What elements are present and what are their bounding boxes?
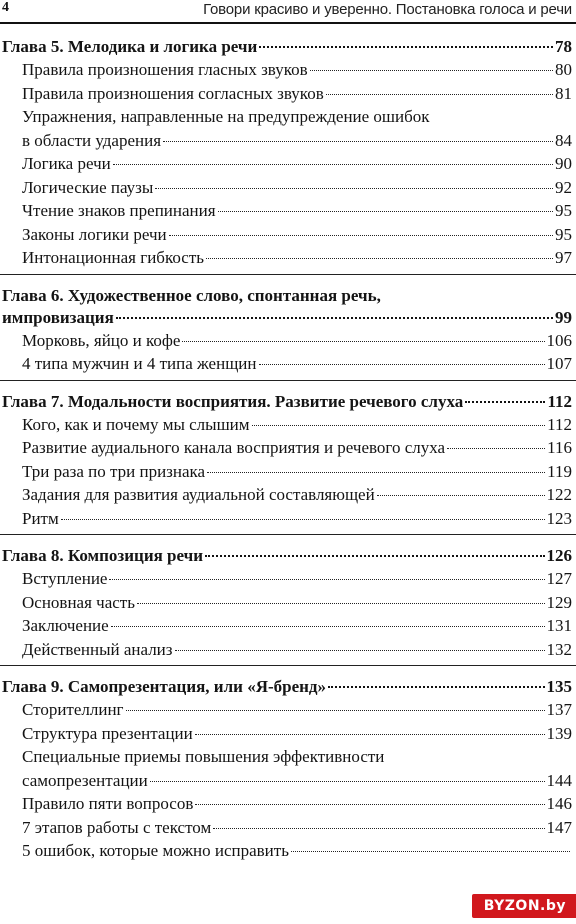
- toc-entry: [0, 246, 576, 270]
- toc-entry: [0, 223, 576, 247]
- entry-row: [22, 816, 572, 840]
- toc-entry: [0, 614, 576, 638]
- entry-title: Морковь, яйцо и кофе: [22, 330, 181, 350]
- dot-leader: [113, 164, 553, 165]
- chapter-heading: [0, 36, 576, 58]
- dot-leader: [111, 626, 545, 627]
- toc-entry: [0, 152, 576, 176]
- entry-page-number: 139: [546, 723, 572, 743]
- chapter-block: [0, 380, 576, 535]
- toc-entry: [0, 816, 576, 840]
- entry-title: Правила произношения согласных звуков: [22, 83, 324, 103]
- chapter-page-number: 135: [546, 677, 572, 696]
- entry-title: Вступление: [22, 569, 108, 588]
- chapter-title-row: [2, 676, 572, 698]
- dot-leader: [109, 579, 544, 580]
- dot-leader: [291, 851, 570, 852]
- entry-row: [22, 199, 572, 223]
- entry-page-number: 131: [546, 616, 572, 635]
- dot-leader: [126, 710, 545, 711]
- dot-leader: [213, 828, 544, 829]
- entry-title-line1: Специальные приемы повышения эффективности: [22, 747, 385, 766]
- entry-row: [22, 567, 572, 591]
- entry-title: Три раза по три признака: [22, 461, 206, 481]
- entry-title: Интонационная гибкость: [22, 248, 204, 267]
- dot-leader: [205, 555, 544, 557]
- dot-leader: [116, 317, 553, 319]
- toc-entry: [0, 483, 576, 507]
- entry-title: Сторителлинг: [22, 700, 124, 719]
- entry-page-number: 127: [546, 569, 572, 588]
- dot-leader: [206, 258, 553, 259]
- chapter-title: Глава 8. Композиция речи: [2, 546, 204, 565]
- toc-entry: [0, 638, 576, 662]
- entry-title: Действенный анализ: [22, 639, 173, 659]
- entry-title: Правило пяти вопросов: [22, 794, 194, 813]
- dot-leader: [377, 495, 545, 496]
- entry-row: [22, 638, 572, 662]
- entry-title: 7 этапов работы с текстом: [22, 817, 212, 837]
- entry-page-number: 80: [555, 60, 572, 79]
- entry-page-number: 144: [546, 770, 572, 790]
- entry-row: [22, 152, 572, 176]
- entry-title: Логические паузы: [22, 177, 154, 197]
- entry-page-number: 116: [547, 438, 572, 457]
- entry-title: Структура презентации: [22, 723, 193, 743]
- entry-row: [22, 129, 572, 153]
- entry-page-number: 123: [546, 508, 572, 528]
- entry-page-number: 90: [555, 154, 572, 173]
- page-header: [0, 0, 576, 24]
- entry-title: Задания для развития аудиальной составляющей: [22, 485, 375, 504]
- toc-entry: [0, 460, 576, 484]
- entry-page-number: 107: [546, 354, 572, 373]
- toc-entry: [0, 698, 576, 722]
- entry-title: в области ударения: [22, 130, 162, 150]
- dot-leader: [169, 235, 553, 236]
- entry-page-number: 92: [555, 177, 572, 197]
- entry-row: [22, 246, 572, 270]
- entry-row: [22, 698, 572, 722]
- toc-entry: [0, 507, 576, 531]
- chapter-page-number: 126: [546, 546, 572, 565]
- entry-row: [22, 614, 572, 638]
- toc-entry: [0, 413, 576, 437]
- page-number: 4: [2, 0, 9, 15]
- toc-entry: [0, 591, 576, 615]
- dot-leader: [155, 188, 553, 189]
- entry-row: [22, 769, 572, 793]
- entry-page-number: 129: [546, 592, 572, 612]
- chapter-heading: [0, 285, 576, 329]
- dot-leader: [195, 804, 544, 805]
- entry-title: Основная часть: [22, 592, 135, 612]
- entry-row: [22, 176, 572, 200]
- entry-row: [22, 352, 572, 376]
- dot-leader: [310, 70, 553, 71]
- entry-page-number: 119: [547, 461, 572, 481]
- chapter-title: Глава 5. Мелодика и логика речи: [2, 37, 258, 56]
- dot-leader: [328, 686, 544, 688]
- entry-page-number: 95: [555, 224, 572, 244]
- dot-leader: [150, 781, 545, 782]
- dot-leader: [137, 603, 545, 604]
- dot-leader: [259, 364, 545, 365]
- toc-entry: [0, 176, 576, 200]
- entry-row: [22, 82, 572, 106]
- entry-title: Развитие аудиального канала восприятия и речевого слуха: [22, 438, 446, 457]
- entry-title: Ритм: [22, 508, 59, 528]
- toc-entry: [0, 82, 576, 106]
- toc-entry: [0, 792, 576, 816]
- toc-entry: [0, 329, 576, 353]
- entry-page-number: 112: [547, 414, 572, 434]
- toc-entry: [0, 567, 576, 591]
- entry-page-number: 106: [546, 330, 572, 350]
- entry-page-number: 95: [555, 201, 572, 220]
- entry-page-number: 147: [546, 817, 572, 837]
- entry-title: 5 ошибок, которые можно исправить: [22, 841, 289, 860]
- toc-entry: [0, 745, 576, 792]
- entry-page-number: 122: [546, 485, 572, 504]
- chapter-block: [0, 24, 576, 274]
- toc-entry: [0, 436, 576, 460]
- toc-entry: [0, 352, 576, 376]
- dot-leader: [252, 425, 546, 426]
- entry-title: 4 типа мужчин и 4 типа женщин: [22, 354, 257, 373]
- chapter-title-row: [2, 307, 572, 329]
- entry-page-number: 84: [555, 130, 572, 150]
- entry-page-number: 81: [555, 83, 572, 103]
- chapter-title-row: [2, 545, 572, 567]
- toc-entry: [0, 722, 576, 746]
- chapter-page-number: 78: [555, 37, 572, 56]
- dot-leader: [218, 211, 553, 212]
- entry-title: самопрезентации: [22, 770, 148, 790]
- entry-page-number: 97: [555, 248, 572, 267]
- dot-leader: [465, 401, 545, 403]
- running-title: Говори красиво и уверенно. Постановка голоса и речи: [203, 1, 572, 18]
- chapter-title-row: [2, 391, 572, 413]
- dot-leader: [207, 472, 545, 473]
- watermark-badge: BYZON.by: [472, 894, 576, 918]
- entry-title: Чтение знаков препинания: [22, 201, 216, 220]
- entry-page-number: 146: [546, 794, 572, 813]
- dot-leader: [447, 448, 545, 449]
- entry-title: Законы логики речи: [22, 224, 167, 244]
- dot-leader: [182, 341, 544, 342]
- toc-entry: [0, 839, 576, 863]
- toc-entry: [0, 105, 576, 152]
- chapter-block: [0, 665, 576, 867]
- entry-title: Логика речи: [22, 154, 111, 173]
- dot-leader: [326, 94, 553, 95]
- entry-row: [22, 413, 572, 437]
- toc-entry: [0, 58, 576, 82]
- chapter-title: Глава 9. Самопрезентация, или «Я-бренд»: [2, 677, 327, 696]
- entry-page-number: 137: [546, 700, 572, 719]
- entry-page-number: 132: [546, 639, 572, 659]
- chapter-heading: [0, 545, 576, 567]
- entry-row: [22, 507, 572, 531]
- entry-row: [22, 839, 572, 863]
- chapter-title: Глава 7. Модальности восприятия. Развитие речевого слуха: [2, 391, 464, 411]
- entry-row: [22, 223, 572, 247]
- chapter-block: [0, 534, 576, 665]
- chapter-page-number: 99: [555, 307, 572, 327]
- entry-title: Кого, как и почему мы слышим: [22, 414, 250, 434]
- entry-title-line1: Упражнения, направленные на предупреждение ошибок: [22, 107, 430, 126]
- chapter-page-number: 112: [547, 391, 572, 411]
- dot-leader: [175, 650, 545, 651]
- dot-leader: [195, 734, 545, 735]
- entry-row: [22, 792, 572, 816]
- entry-row: [22, 722, 572, 746]
- chapter-block: [0, 274, 576, 380]
- entry-row: [22, 591, 572, 615]
- table-of-contents: [0, 24, 576, 867]
- entry-row: [22, 58, 572, 82]
- chapter-title-row: [2, 36, 572, 58]
- chapter-title-line1: Глава 6. Художественное слово, спонтанная речь,: [2, 285, 381, 305]
- chapter-heading: [0, 676, 576, 698]
- entry-row: [22, 436, 572, 460]
- entry-title: Правила произношения гласных звуков: [22, 60, 308, 79]
- dot-leader: [61, 519, 545, 520]
- toc-entry: [0, 199, 576, 223]
- dot-leader: [259, 46, 553, 48]
- chapter-heading: [0, 391, 576, 413]
- entry-row: [22, 460, 572, 484]
- entry-row: [22, 483, 572, 507]
- entry-title: Заключение: [22, 616, 109, 635]
- chapter-title: импровизация: [2, 307, 114, 327]
- dot-leader: [163, 141, 553, 142]
- entry-row: [22, 329, 572, 353]
